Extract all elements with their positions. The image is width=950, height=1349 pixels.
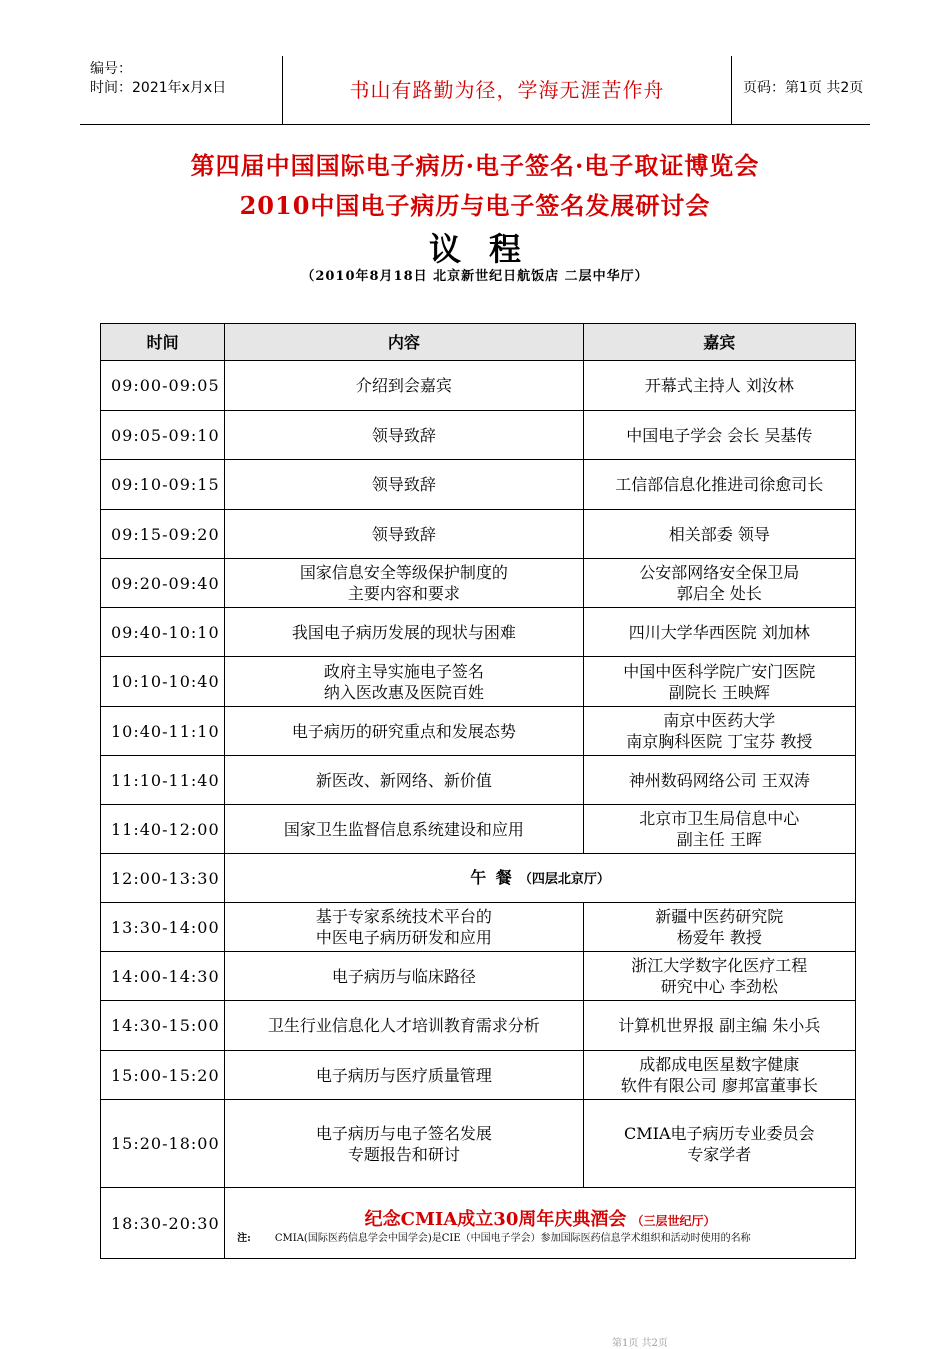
content-cell bbox=[225, 608, 583, 657]
time-cell: 09:10-09:15 bbox=[101, 460, 225, 510]
guest-cell bbox=[583, 1051, 855, 1100]
content-line: 卫生行业信息化人才培训教育需求分析 bbox=[267, 1016, 540, 1035]
title-line-2: 2010中国电子病历与电子签名发展研讨会 bbox=[239, 191, 711, 220]
subtitle: （2010年8月18日 北京新世纪日航饭店 二层中华厅） bbox=[301, 269, 649, 284]
agenda-morning bbox=[101, 361, 856, 854]
content-line: 专题报告和研讨 bbox=[347, 1144, 460, 1164]
table-row bbox=[101, 1051, 856, 1100]
content-line: 介绍到会嘉宾 bbox=[355, 376, 452, 395]
guest-cell bbox=[583, 657, 855, 707]
agenda-table bbox=[100, 323, 856, 1259]
header-guest: 嘉宾 bbox=[583, 324, 855, 361]
guest-line: 南京中医药大学 bbox=[663, 711, 776, 730]
guest-line: 四川大学华西医院 刘加林 bbox=[628, 622, 810, 642]
footnote-label: 注: bbox=[237, 1232, 251, 1244]
guest-cell bbox=[583, 707, 855, 756]
motto: 书山有路勤为径，学海无涯苦作舟 bbox=[282, 56, 732, 124]
guest-cell bbox=[583, 805, 855, 854]
content-line: 国家信息安全等级保护制度的 bbox=[299, 563, 508, 582]
table-header-row bbox=[101, 324, 856, 361]
lunch-cell bbox=[225, 854, 856, 903]
gala-label: 纪念CMIA成立30周年庆典酒会 bbox=[364, 1208, 627, 1230]
page-title: 议程 bbox=[428, 230, 549, 268]
header-time: 时间 bbox=[101, 324, 225, 361]
guest-line: 开幕式主持人 刘汝林 bbox=[644, 376, 794, 395]
content-cell bbox=[225, 756, 583, 805]
guest-line: 中国电子学会 会长 吴基传 bbox=[626, 425, 813, 445]
guest-cell bbox=[583, 1001, 855, 1051]
guest-cell bbox=[583, 460, 855, 510]
lunch-row bbox=[101, 854, 856, 903]
table-row bbox=[101, 903, 856, 952]
time-cell: 15:20-18:00 bbox=[101, 1100, 225, 1188]
time-cell: 09:40-10:10 bbox=[101, 608, 225, 657]
table-row bbox=[101, 608, 856, 657]
guest-line: 新疆中医药研究院 bbox=[655, 907, 784, 926]
number-label: 编号： bbox=[90, 61, 132, 77]
time-cell: 10:10-10:40 bbox=[101, 657, 225, 707]
time-cell: 10:40-11:10 bbox=[101, 707, 225, 756]
time-cell: 11:40-12:00 bbox=[101, 805, 225, 854]
gala-cell bbox=[225, 1188, 856, 1259]
content-cell bbox=[225, 657, 583, 707]
title-line-1: 第四届中国国际电子病历·电子签名·电子取证博览会 bbox=[190, 151, 760, 180]
lunch-label: 午 餐 bbox=[470, 867, 514, 887]
content-line: 基于专家系统技术平台的 bbox=[315, 907, 492, 926]
time-cell: 09:20-09:40 bbox=[101, 559, 225, 608]
guest-cell bbox=[583, 952, 855, 1001]
agenda-gala bbox=[101, 1188, 856, 1259]
content-line: 领导致辞 bbox=[371, 524, 436, 544]
guest-cell bbox=[583, 559, 855, 608]
content-cell bbox=[225, 1100, 583, 1188]
content-cell bbox=[225, 903, 583, 952]
guest-line: 神州数码网络公司 王双涛 bbox=[628, 770, 810, 790]
document-header bbox=[80, 56, 870, 125]
guest-line: 南京胸科医院 丁宝芬 教授 bbox=[626, 732, 813, 751]
guest-line: 成都成电医星数字健康 bbox=[639, 1055, 800, 1074]
content-cell bbox=[225, 805, 583, 854]
table-row bbox=[101, 559, 856, 608]
agenda-lunch bbox=[101, 854, 856, 903]
content-line: 政府主导实施电子签名 bbox=[323, 661, 484, 681]
guest-cell bbox=[583, 1100, 855, 1188]
guest-cell bbox=[583, 756, 855, 805]
time-cell: 14:00-14:30 bbox=[101, 952, 225, 1001]
time-cell: 09:15-09:20 bbox=[101, 510, 225, 559]
time-cell: 13:30-14:00 bbox=[101, 903, 225, 952]
content-cell bbox=[225, 952, 583, 1001]
guest-line: 杨爱年 教授 bbox=[676, 928, 762, 947]
guest-cell bbox=[583, 361, 855, 411]
header-content: 内容 bbox=[225, 324, 583, 361]
content-cell bbox=[225, 1051, 583, 1100]
time-cell: 15:00-15:20 bbox=[101, 1051, 225, 1100]
content-line: 电子病历的研究重点和发展态势 bbox=[291, 721, 516, 741]
table-row bbox=[101, 707, 856, 756]
content-line: 电子病历与临床路径 bbox=[331, 966, 476, 986]
content-cell bbox=[225, 1001, 583, 1051]
table-row bbox=[101, 1100, 856, 1188]
content-line: 纳入医改惠及医院百姓 bbox=[323, 682, 484, 702]
content-cell bbox=[225, 361, 583, 411]
guest-line: 相关部委 领导 bbox=[668, 524, 770, 544]
table-row bbox=[101, 657, 856, 707]
guest-line: 研究中心 李劲松 bbox=[660, 977, 778, 996]
table-row bbox=[101, 361, 856, 411]
content-line: 主要内容和要求 bbox=[347, 584, 460, 603]
gala-time: 18:30-20:30 bbox=[101, 1188, 225, 1259]
time-label: 时间：2021年x月x日 bbox=[90, 80, 227, 96]
content-line: 国家卫生监督信息系统建设和应用 bbox=[283, 819, 524, 839]
guest-line: 中国中医科学院广安门医院 bbox=[623, 661, 816, 681]
guest-line: 副主任 王晖 bbox=[676, 830, 762, 849]
guest-cell bbox=[583, 903, 855, 952]
content-line: 领导致辞 bbox=[371, 425, 436, 445]
footer-mark: 第1页 共2页 bbox=[612, 1338, 668, 1349]
time-cell: 09:05-09:10 bbox=[101, 411, 225, 460]
content-line: 电子病历与医疗质量管理 bbox=[315, 1065, 492, 1085]
guest-cell bbox=[583, 411, 855, 460]
agenda-afternoon bbox=[101, 903, 856, 1188]
guest-line: 专家学者 bbox=[687, 1144, 752, 1164]
table-row bbox=[101, 460, 856, 510]
table-row bbox=[101, 411, 856, 460]
table-row bbox=[101, 756, 856, 805]
content-cell bbox=[225, 460, 583, 510]
footnote-text: CMIA(国际医药信息学会中国学会)是CIE（中国电子学会）参加国际医药信息学术组织和活动时使用的名称 bbox=[274, 1232, 751, 1244]
guest-line: 郭启全 处长 bbox=[676, 584, 762, 603]
guest-cell bbox=[583, 510, 855, 559]
page-label: 页码：第1页 共2页 bbox=[743, 80, 864, 96]
content-line: 新医改、新网络、新价值 bbox=[315, 770, 492, 790]
lunch-time: 12:00-13:30 bbox=[101, 854, 225, 903]
gala-row bbox=[101, 1188, 856, 1259]
guest-cell bbox=[583, 608, 855, 657]
content-cell bbox=[225, 559, 583, 608]
time-cell: 09:00-09:05 bbox=[101, 361, 225, 411]
content-line: 电子病历与电子签名发展 bbox=[315, 1123, 492, 1143]
content-cell bbox=[225, 510, 583, 559]
guest-line: 软件有限公司 廖邦富董事长 bbox=[620, 1076, 818, 1095]
guest-line: 浙江大学数字化医疗工程 bbox=[631, 956, 808, 975]
content-line: 我国电子病历发展的现状与困难 bbox=[291, 622, 516, 642]
table-row bbox=[101, 952, 856, 1001]
gala-venue: （三层世纪厅） bbox=[631, 1213, 716, 1228]
guest-line: 工信部信息化推进司徐愈司长 bbox=[615, 475, 824, 494]
guest-line: 副院长 王映辉 bbox=[668, 682, 770, 702]
content-line: 领导致辞 bbox=[371, 475, 436, 494]
guest-line: 北京市卫生局信息中心 bbox=[639, 809, 800, 828]
guest-line: 计算机世界报 副主编 朱小兵 bbox=[618, 1016, 821, 1035]
content-cell bbox=[225, 707, 583, 756]
header-meta bbox=[80, 56, 282, 128]
table-row bbox=[101, 510, 856, 559]
table-row bbox=[101, 805, 856, 854]
guest-line: 公安部网络安全保卫局 bbox=[639, 563, 800, 582]
guest-line: CMIA电子病历专业委员会 bbox=[624, 1123, 815, 1143]
table-row bbox=[101, 1001, 856, 1051]
time-cell: 11:10-11:40 bbox=[101, 756, 225, 805]
content-line: 中医电子病历研发和应用 bbox=[315, 928, 492, 947]
time-cell: 14:30-15:00 bbox=[101, 1001, 225, 1051]
lunch-venue: （四层北京厅） bbox=[518, 871, 610, 887]
footnote bbox=[225, 1232, 855, 1246]
content-cell bbox=[225, 411, 583, 460]
